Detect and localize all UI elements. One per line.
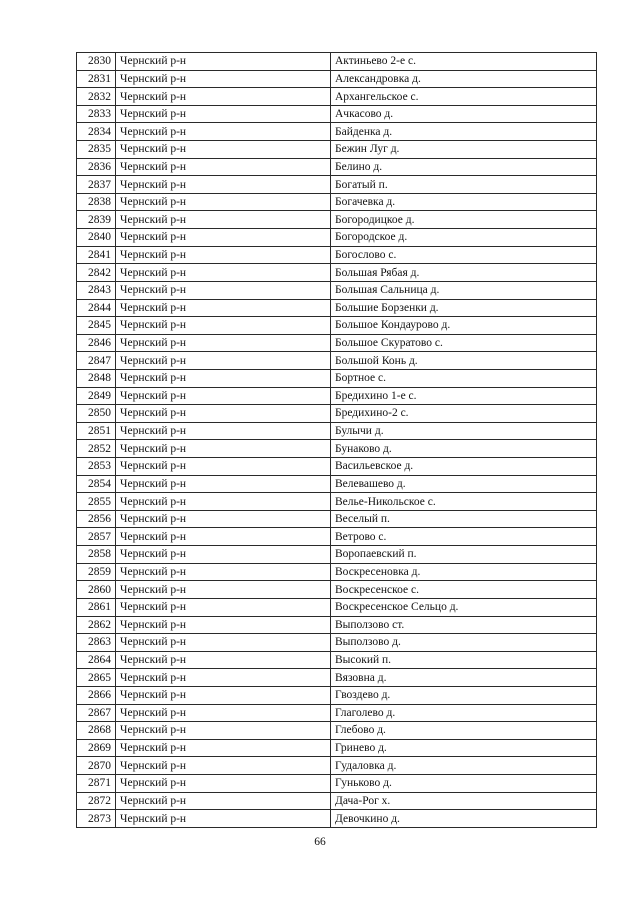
- district-cell: Чернский р-н: [116, 369, 331, 387]
- table-row: [77, 792, 597, 810]
- row-number-cell: 2837: [77, 176, 116, 194]
- settlement-cell: Вязовна д.: [331, 669, 597, 687]
- row-number-cell: 2873: [77, 810, 116, 828]
- row-number-cell: 2839: [77, 211, 116, 229]
- settlement-cell: Велье-Никольское с.: [331, 493, 597, 511]
- district-cell: Чернский р-н: [116, 686, 331, 704]
- row-number-cell: 2849: [77, 387, 116, 405]
- table-body: [77, 53, 597, 828]
- district-cell: Чернский р-н: [116, 458, 331, 476]
- table-row: [77, 123, 597, 141]
- settlement-cell: Ачкасово д.: [331, 105, 597, 123]
- row-number-cell: 2850: [77, 405, 116, 423]
- district-cell: Чернский р-н: [116, 598, 331, 616]
- district-cell: Чернский р-н: [116, 475, 331, 493]
- district-cell: Чернский р-н: [116, 211, 331, 229]
- table-row: [77, 88, 597, 106]
- district-cell: Чернский р-н: [116, 352, 331, 370]
- table-row: [77, 405, 597, 423]
- row-number-cell: 2848: [77, 369, 116, 387]
- table-row: [77, 581, 597, 599]
- settlement-cell: Байденка д.: [331, 123, 597, 141]
- district-cell: Чернский р-н: [116, 123, 331, 141]
- settlement-cell: Бортное с.: [331, 369, 597, 387]
- district-cell: Чернский р-н: [116, 317, 331, 335]
- settlement-cell: Булычи д.: [331, 422, 597, 440]
- table-row: [77, 739, 597, 757]
- district-cell: Чернский р-н: [116, 70, 331, 88]
- district-cell: Чернский р-н: [116, 634, 331, 652]
- settlement-cell: Большая Сальница д.: [331, 281, 597, 299]
- table-row: [77, 563, 597, 581]
- page-number: 66: [314, 836, 326, 848]
- district-cell: Чернский р-н: [116, 810, 331, 828]
- row-number-cell: 2845: [77, 317, 116, 335]
- row-number-cell: 2834: [77, 123, 116, 141]
- table-row: [77, 158, 597, 176]
- settlement-cell: Архангельское с.: [331, 88, 597, 106]
- district-cell: Чернский р-н: [116, 246, 331, 264]
- row-number-cell: 2847: [77, 352, 116, 370]
- row-number-cell: 2844: [77, 299, 116, 317]
- row-number-cell: 2871: [77, 774, 116, 792]
- settlement-cell: Глебово д.: [331, 722, 597, 740]
- table-row: [77, 651, 597, 669]
- settlement-cell: Васильевское д.: [331, 458, 597, 476]
- district-cell: Чернский р-н: [116, 88, 331, 106]
- table-row: [77, 493, 597, 511]
- table-row: [77, 634, 597, 652]
- row-number-cell: 2872: [77, 792, 116, 810]
- table-row: [77, 246, 597, 264]
- district-cell: Чернский р-н: [116, 757, 331, 775]
- table-row: [77, 299, 597, 317]
- district-cell: Чернский р-н: [116, 193, 331, 211]
- settlement-cell: Гринево д.: [331, 739, 597, 757]
- row-number-cell: 2864: [77, 651, 116, 669]
- row-number-cell: 2832: [77, 88, 116, 106]
- settlement-cell: Воскресенское с.: [331, 581, 597, 599]
- row-number-cell: 2854: [77, 475, 116, 493]
- row-number-cell: 2856: [77, 510, 116, 528]
- district-cell: Чернский р-н: [116, 510, 331, 528]
- table-row: [77, 70, 597, 88]
- settlement-cell: Высокий п.: [331, 651, 597, 669]
- district-cell: Чернский р-н: [116, 299, 331, 317]
- row-number-cell: 2830: [77, 53, 116, 71]
- table-row: [77, 369, 597, 387]
- table-row: [77, 193, 597, 211]
- settlement-cell: Богородское д.: [331, 229, 597, 247]
- row-number-cell: 2846: [77, 334, 116, 352]
- row-number-cell: 2857: [77, 528, 116, 546]
- district-cell: Чернский р-н: [116, 281, 331, 299]
- district-cell: Чернский р-н: [116, 528, 331, 546]
- district-cell: Чернский р-н: [116, 53, 331, 71]
- district-cell: Чернский р-н: [116, 422, 331, 440]
- row-number-cell: 2866: [77, 686, 116, 704]
- district-cell: Чернский р-н: [116, 651, 331, 669]
- table-row: [77, 264, 597, 282]
- settlement-cell: Большое Кондаурово д.: [331, 317, 597, 335]
- settlement-cell: Богослово с.: [331, 246, 597, 264]
- settlement-cell: Выползово д.: [331, 634, 597, 652]
- table-row: [77, 176, 597, 194]
- table-row: [77, 105, 597, 123]
- settlement-cell: Актиньево 2-е с.: [331, 53, 597, 71]
- row-number-cell: 2859: [77, 563, 116, 581]
- district-cell: Чернский р-н: [116, 405, 331, 423]
- settlement-cell: Большая Рябая д.: [331, 264, 597, 282]
- district-cell: Чернский р-н: [116, 264, 331, 282]
- table-row: [77, 229, 597, 247]
- settlement-cell: Девочкино д.: [331, 810, 597, 828]
- settlement-cell: Воропаевский п.: [331, 546, 597, 564]
- district-cell: Чернский р-н: [116, 704, 331, 722]
- table-row: [77, 141, 597, 159]
- district-cell: Чернский р-н: [116, 616, 331, 634]
- settlement-cell: Большие Борзенки д.: [331, 299, 597, 317]
- district-cell: Чернский р-н: [116, 739, 331, 757]
- settlement-cell: Богородицкое д.: [331, 211, 597, 229]
- district-cell: Чернский р-н: [116, 722, 331, 740]
- table-row: [77, 281, 597, 299]
- row-number-cell: 2865: [77, 669, 116, 687]
- settlement-cell: Воскресеновка д.: [331, 563, 597, 581]
- row-number-cell: 2842: [77, 264, 116, 282]
- settlement-cell: Бредихино-2 с.: [331, 405, 597, 423]
- table-row: [77, 440, 597, 458]
- row-number-cell: 2836: [77, 158, 116, 176]
- settlements-table: [76, 52, 597, 828]
- row-number-cell: 2831: [77, 70, 116, 88]
- district-cell: Чернский р-н: [116, 563, 331, 581]
- district-cell: Чернский р-н: [116, 334, 331, 352]
- settlement-cell: Воскресенское Сельцо д.: [331, 598, 597, 616]
- settlement-cell: Александровка д.: [331, 70, 597, 88]
- district-cell: Чернский р-н: [116, 229, 331, 247]
- row-number-cell: 2863: [77, 634, 116, 652]
- row-number-cell: 2855: [77, 493, 116, 511]
- settlement-cell: Бредихино 1-е с.: [331, 387, 597, 405]
- district-cell: Чернский р-н: [116, 440, 331, 458]
- row-number-cell: 2851: [77, 422, 116, 440]
- row-number-cell: 2860: [77, 581, 116, 599]
- table-row: [77, 458, 597, 476]
- row-number-cell: 2838: [77, 193, 116, 211]
- row-number-cell: 2840: [77, 229, 116, 247]
- settlement-cell: Богатый п.: [331, 176, 597, 194]
- table-row: [77, 704, 597, 722]
- table-row: [77, 616, 597, 634]
- table-row: [77, 598, 597, 616]
- row-number-cell: 2869: [77, 739, 116, 757]
- row-number-cell: 2858: [77, 546, 116, 564]
- settlement-cell: Дача-Рог х.: [331, 792, 597, 810]
- settlement-cell: Веселый п.: [331, 510, 597, 528]
- settlement-cell: Бежин Луг д.: [331, 141, 597, 159]
- table-row: [77, 352, 597, 370]
- settlement-cell: Велевашево д.: [331, 475, 597, 493]
- settlement-cell: Гуньково д.: [331, 774, 597, 792]
- table-row: [77, 317, 597, 335]
- district-cell: Чернский р-н: [116, 581, 331, 599]
- district-cell: Чернский р-н: [116, 141, 331, 159]
- row-number-cell: 2861: [77, 598, 116, 616]
- row-number-cell: 2833: [77, 105, 116, 123]
- district-cell: Чернский р-н: [116, 105, 331, 123]
- settlement-cell: Богачевка д.: [331, 193, 597, 211]
- table-row: [77, 810, 597, 828]
- row-number-cell: 2870: [77, 757, 116, 775]
- district-cell: Чернский р-н: [116, 493, 331, 511]
- table-row: [77, 528, 597, 546]
- settlement-cell: Гудаловка д.: [331, 757, 597, 775]
- table-row: [77, 669, 597, 687]
- row-number-cell: 2862: [77, 616, 116, 634]
- district-cell: Чернский р-н: [116, 546, 331, 564]
- settlement-cell: Большой Конь д.: [331, 352, 597, 370]
- row-number-cell: 2843: [77, 281, 116, 299]
- table-row: [77, 757, 597, 775]
- settlement-cell: Глаголево д.: [331, 704, 597, 722]
- district-cell: Чернский р-н: [116, 158, 331, 176]
- table-row: [77, 475, 597, 493]
- row-number-cell: 2867: [77, 704, 116, 722]
- district-cell: Чернский р-н: [116, 774, 331, 792]
- row-number-cell: 2841: [77, 246, 116, 264]
- settlement-cell: Белино д.: [331, 158, 597, 176]
- settlement-cell: Ветрово с.: [331, 528, 597, 546]
- row-number-cell: 2852: [77, 440, 116, 458]
- row-number-cell: 2835: [77, 141, 116, 159]
- district-cell: Чернский р-н: [116, 669, 331, 687]
- district-cell: Чернский р-н: [116, 387, 331, 405]
- table-row: [77, 510, 597, 528]
- settlement-cell: Большое Скуратово с.: [331, 334, 597, 352]
- district-cell: Чернский р-н: [116, 792, 331, 810]
- table-row: [77, 211, 597, 229]
- row-number-cell: 2868: [77, 722, 116, 740]
- table-row: [77, 686, 597, 704]
- table-row: [77, 722, 597, 740]
- table-row: [77, 422, 597, 440]
- row-number-cell: 2853: [77, 458, 116, 476]
- table-row: [77, 546, 597, 564]
- settlement-cell: Бунаково д.: [331, 440, 597, 458]
- table-row: [77, 387, 597, 405]
- table-row: [77, 334, 597, 352]
- table-row: [77, 53, 597, 71]
- settlement-cell: Выползово ст.: [331, 616, 597, 634]
- settlement-cell: Гвоздево д.: [331, 686, 597, 704]
- table-row: [77, 774, 597, 792]
- district-cell: Чернский р-н: [116, 176, 331, 194]
